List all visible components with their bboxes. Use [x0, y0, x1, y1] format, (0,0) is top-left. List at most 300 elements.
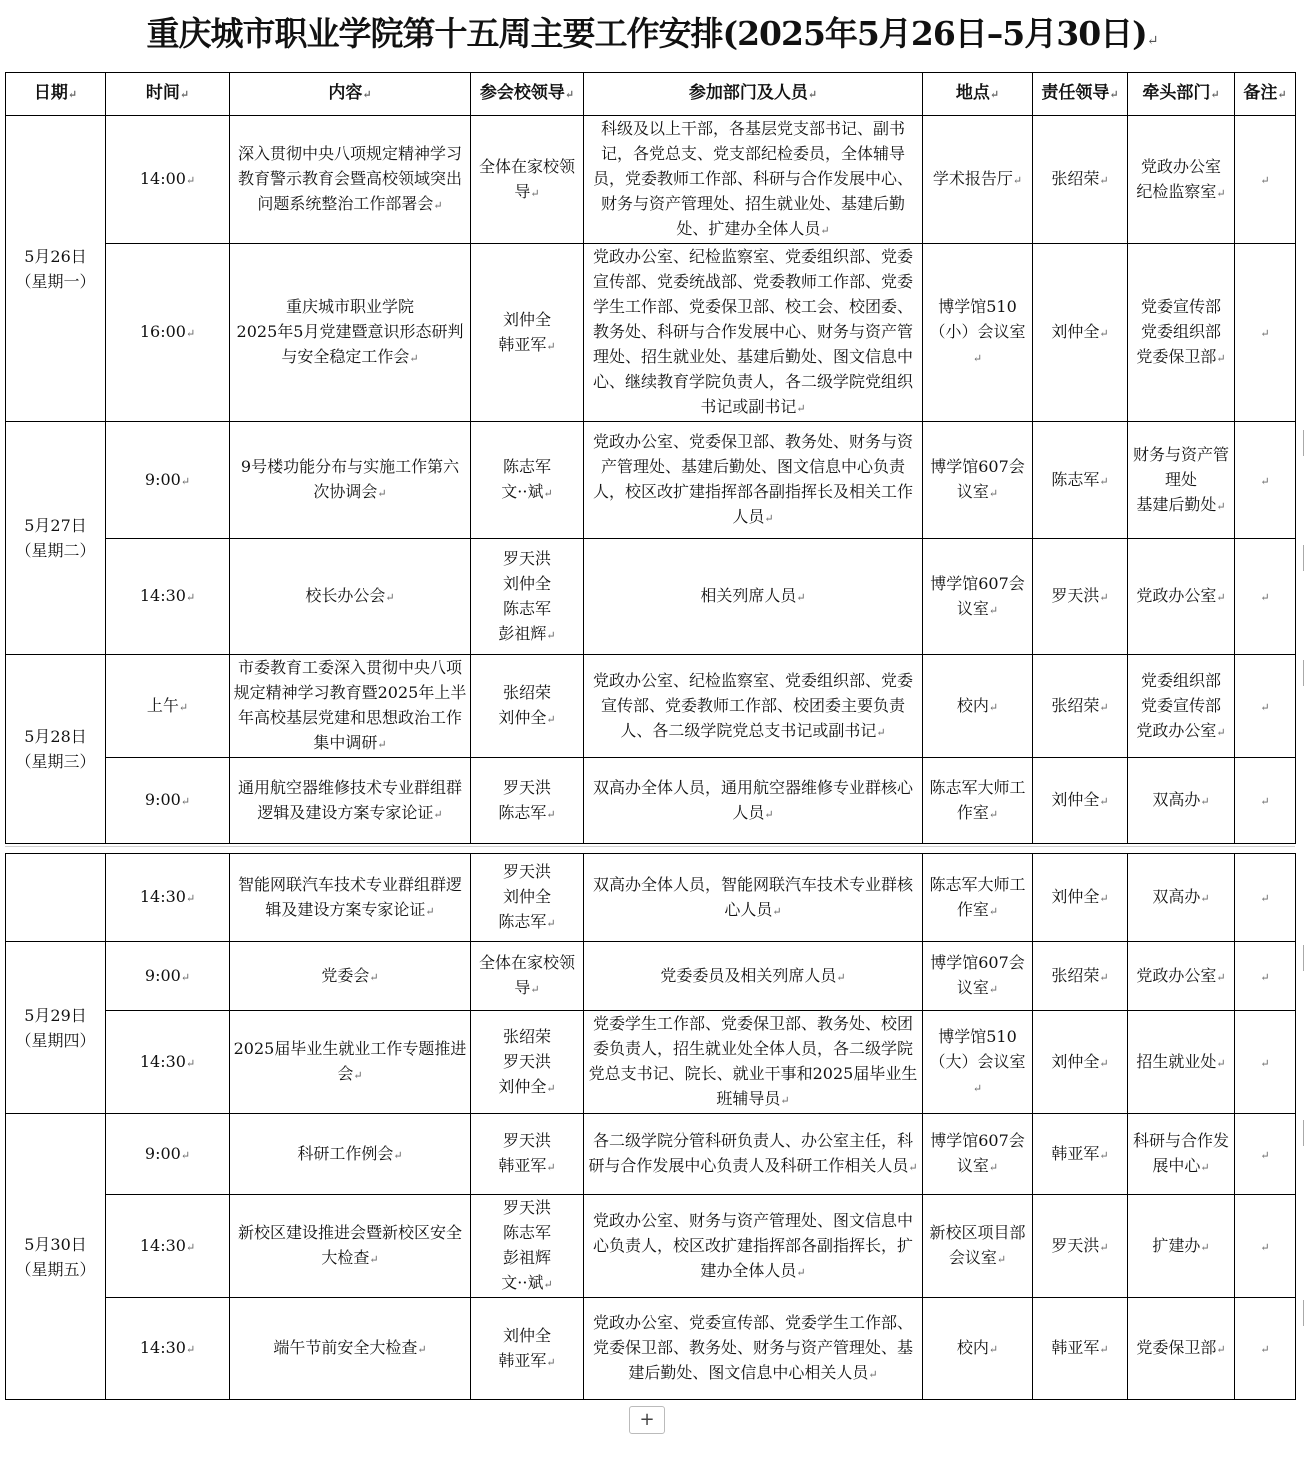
paragraph-mark-icon: ↵: [1260, 1056, 1270, 1070]
departments-cell: [584, 539, 923, 655]
leaders-cell: [471, 1298, 584, 1400]
table-row: [6, 655, 1296, 758]
paragraph-mark-icon: ↵: [1260, 474, 1270, 488]
date-cell: [6, 116, 106, 422]
paragraph-mark-icon: ↵: [820, 224, 830, 237]
paragraph-mark-icon: ↵: [972, 1081, 983, 1095]
paragraph-mark-icon: ↵: [178, 700, 189, 714]
page-break-line: [5, 846, 1295, 847]
content-cell-line: 端午节前安全大检查↵: [273, 1338, 427, 1357]
paragraph-mark-icon: ↵: [1260, 970, 1270, 984]
lead-dept-cell-line: 党政办公室↵: [1136, 965, 1226, 985]
scroll-edge-marker: [1300, 1120, 1304, 1146]
leaders-cell-line: 文··斌↵: [501, 1273, 553, 1292]
paragraph-mark-icon: ↵: [1216, 970, 1226, 984]
paragraph-mark-icon: ↵: [988, 983, 999, 996]
paragraph-mark-icon: ↵: [546, 1161, 556, 1174]
paragraph-mark-icon: ↵: [185, 174, 196, 187]
lead-dept-cell: [1128, 1195, 1235, 1298]
paragraph-mark-icon: ↵: [988, 807, 999, 821]
content-cell: [230, 942, 471, 1011]
leaders-cell-line: 文··斌↵: [501, 482, 553, 501]
paragraph-mark-icon: ↵: [1200, 1161, 1210, 1174]
responsible-cell-line: 张绍荣↵: [1051, 965, 1109, 985]
leaders-cell: [471, 244, 584, 422]
location-cell-line: 校内↵: [956, 695, 999, 715]
time-cell-line: 14:30↵: [139, 586, 196, 605]
location-cell-line: 博学馆607会议室↵: [930, 953, 1025, 997]
leaders-cell: [471, 942, 584, 1011]
departments-cell: [584, 758, 923, 844]
date-text: 5月29日: [24, 1005, 87, 1025]
lead-dept-cell-line: 党委宣传部: [1140, 695, 1221, 715]
responsible-cell: [1033, 1298, 1128, 1400]
location-cell: [923, 1195, 1033, 1298]
paragraph-mark-icon: ↵: [1099, 327, 1109, 340]
paragraph-mark-icon: ↵: [1260, 1148, 1270, 1162]
scroll-edge-marker: [1300, 430, 1304, 456]
weekday-text: （星期一）: [15, 271, 96, 291]
paragraph-mark-icon: ↵: [369, 970, 379, 984]
paragraph-mark-icon: ↵: [1012, 174, 1023, 187]
leaders-cell-line: 全体在家校领导↵: [478, 156, 575, 201]
paragraph-mark-icon: ↵: [780, 1094, 790, 1107]
responsible-cell: [1033, 116, 1128, 244]
header-lead-dept: 牵头部门↵: [1128, 73, 1235, 116]
paragraph-mark-icon: ↵: [546, 1081, 556, 1095]
weekday-text: （星期二）: [15, 541, 96, 560]
paragraph-mark-icon: ↵: [988, 487, 999, 500]
responsible-cell: [1033, 422, 1128, 539]
paragraph-mark-icon: ↵: [1216, 725, 1226, 739]
paragraph-mark-icon: ↵: [876, 725, 886, 739]
paragraph-mark-icon: ↵: [185, 1056, 196, 1070]
paragraph-mark-icon: ↵: [1200, 795, 1210, 808]
table-row: [6, 422, 1296, 539]
header-row: [6, 73, 1296, 116]
leaders-cell-line: 彭祖辉↵: [498, 623, 556, 643]
table-row: [6, 244, 1296, 422]
paragraph-mark-icon: ↵: [409, 352, 419, 365]
location-cell-line: 学术报告厅↵: [932, 169, 1023, 188]
time-cell: [106, 1114, 230, 1195]
scroll-edge-marker: [1300, 1300, 1304, 1326]
paragraph-mark-icon: ↵: [996, 1253, 1007, 1266]
paragraph-mark-icon: ↵: [1099, 1056, 1109, 1070]
paragraph-mark-icon: ↵: [180, 795, 191, 808]
content-cell-line: 深入贯彻中央八项规定精神学习教育警示教育会暨高校领域突出问题系统整治工作部署会↵: [237, 144, 462, 213]
paragraph-mark-icon: ↵: [1216, 352, 1226, 365]
location-cell-line: 博学馆607会议室↵: [930, 1131, 1025, 1175]
lead-dept-cell-line: 双高办↵: [1152, 887, 1210, 906]
remark-cell: [1235, 1195, 1296, 1298]
paragraph-mark-icon: ↵: [1099, 795, 1109, 808]
content-cell: [230, 116, 471, 244]
leaders-cell-line: 刘仲全: [502, 887, 551, 906]
time-cell-line: 14:30↵: [139, 887, 196, 906]
scroll-edge-marker: [1300, 545, 1304, 571]
departments-cell: [584, 244, 923, 422]
leaders-cell-line: 韩亚军↵: [498, 1156, 556, 1175]
departments-cell: [584, 655, 923, 758]
time-cell-line: 9:00↵: [144, 790, 191, 809]
paragraph-mark-icon: ↵: [185, 1240, 196, 1254]
departments-cell: [584, 1114, 923, 1195]
lead-dept-cell-line: 党政办公室↵: [1136, 586, 1226, 605]
paragraph-mark-icon: ↵: [185, 327, 196, 340]
paragraph-mark-icon: ↵: [1216, 186, 1226, 200]
paragraph-mark-icon: ↵: [1260, 1240, 1270, 1254]
lead-dept-cell-line: 党委宣传部: [1140, 297, 1221, 316]
lead-dept-cell-line: 党政办公室: [1140, 156, 1221, 176]
paragraph-mark-icon: ↵: [1216, 591, 1226, 604]
leaders-cell-line: 陈志军: [502, 598, 551, 618]
lead-dept-cell: [1128, 1011, 1235, 1114]
content-cell-line: 科研工作例会↵: [297, 1143, 403, 1163]
header-location: 地点↵: [923, 73, 1033, 116]
responsible-cell-line: 陈志军↵: [1051, 469, 1109, 489]
location-cell-line: 博学馆607会议室↵: [930, 457, 1025, 501]
leaders-cell: [471, 539, 584, 655]
departments-cell: [584, 116, 923, 244]
paragraph-mark-icon: ↵: [180, 474, 191, 488]
paragraph-mark-icon: ↵: [1260, 1343, 1270, 1356]
lead-dept-cell-line: 招生就业处↵: [1136, 1051, 1226, 1071]
table-row: [6, 1298, 1296, 1400]
responsible-cell-line: 刘仲全↵: [1051, 887, 1109, 906]
time-cell: [106, 422, 230, 539]
lead-dept-cell-line: 党委保卫部↵: [1136, 1338, 1226, 1357]
leaders-cell: [471, 1195, 584, 1298]
departments-cell-line: 党委学生工作部、党委保卫部、教务处、校团委负责人，招生就业处全体人员，各二级学院党总支书记、院长、就业干事和2025届毕业生班辅导员↵: [588, 1014, 918, 1108]
responsible-cell-line: 刘仲全↵: [1051, 790, 1109, 809]
paragraph-mark-icon: ↵: [369, 1253, 379, 1266]
table-row: [6, 1195, 1296, 1298]
date-text: 5月30日: [24, 1234, 87, 1254]
lead-dept-cell-line: 党委组织部: [1140, 322, 1221, 341]
time-cell: [106, 758, 230, 844]
leaders-cell-line: 罗天洪: [502, 548, 551, 568]
lead-dept-cell-line: 纪检监察室↵: [1136, 181, 1226, 201]
paragraph-mark-icon: ↵: [796, 591, 806, 604]
header-departments: 参加部门及人员↵: [584, 73, 923, 116]
paragraph-mark-icon: ↵: [764, 807, 774, 821]
leaders-cell-line: 全体在家校领导↵: [478, 953, 575, 997]
lead-dept-cell-line: 党委组织部: [1140, 670, 1221, 690]
departments-cell: [584, 422, 923, 539]
paragraph-mark-icon: ↵: [543, 1278, 553, 1291]
header-remark: 备注↵: [1235, 73, 1296, 116]
content-cell: [230, 422, 471, 539]
table-row: [6, 854, 1296, 942]
paragraph-mark-icon: ↵: [1216, 499, 1226, 513]
leaders-cell: [471, 116, 584, 244]
table2-body: [6, 854, 1296, 1400]
paragraph-mark-icon: ↵: [1146, 33, 1158, 49]
paragraph-mark-icon: ↵: [1099, 591, 1109, 604]
header-content: 内容↵: [230, 73, 471, 116]
departments-cell-line: 党政办公室、纪检监察室、党委组织部、党委宣传部、党委教师工作部、校团委主要负责人、各二级学院党总支书记或副书记↵: [592, 670, 913, 740]
paragraph-mark-icon: ↵: [772, 904, 782, 918]
time-cell-line: 14:30↵: [139, 1051, 196, 1071]
remark-cell: [1235, 758, 1296, 844]
remark-cell: [1235, 1011, 1296, 1114]
content-cell-line: 2025年5月党建暨意识形态研判与安全稳定工作会↵: [236, 322, 464, 366]
paragraph-mark-icon: ↵: [433, 807, 443, 821]
paragraph-mark-icon: ↵: [988, 603, 999, 617]
leaders-cell: [471, 422, 584, 539]
location-cell: [923, 854, 1033, 942]
time-cell: [106, 942, 230, 1011]
departments-cell-line: 党政办公室、纪检监察室、党委组织部、党委宣传部、党委统战部、党委教师工作部、党委学生工作部、党委保卫部、校工会、校团委、教务处、科研与合作发展中心、财务与资产管理处、招生就业处、基建后勤处、图文信息中心、继续教育学院负责人，各二级学院党组织书记或副书记↵: [592, 247, 913, 416]
location-cell: [923, 539, 1033, 655]
paragraph-mark-icon: ↵: [836, 970, 846, 984]
lead-dept-cell-line: 财务与资产管理处: [1132, 444, 1229, 489]
responsible-cell: [1033, 942, 1128, 1011]
time-cell-line: 14:30↵: [139, 1338, 196, 1357]
leaders-cell-line: 陈志军: [502, 1223, 551, 1242]
time-cell-line: 14:00↵: [139, 169, 196, 188]
paragraph-mark-icon: ↵: [546, 339, 556, 353]
time-cell: [106, 1195, 230, 1298]
remark-cell: [1235, 116, 1296, 244]
schedule-table-2: [5, 853, 1296, 1400]
content-cell: [230, 1298, 471, 1400]
lead-dept-cell: [1128, 1114, 1235, 1195]
lead-dept-cell-line: 党委保卫部↵: [1136, 347, 1226, 366]
responsible-cell: [1033, 1195, 1128, 1298]
scroll-edge-marker: [1300, 660, 1304, 686]
table-row: [6, 942, 1296, 1011]
leaders-cell-line: 罗天洪: [502, 777, 551, 797]
paragraph-mark-icon: ↵: [425, 904, 435, 918]
responsible-cell-line: 刘仲全↵: [1051, 322, 1109, 341]
lead-dept-cell: [1128, 244, 1235, 422]
departments-cell-line: 双高办全体人员，通用航空器维修专业群核心人员↵: [592, 777, 913, 822]
paragraph-mark-icon: ↵: [1099, 174, 1109, 187]
lead-dept-cell: [1128, 422, 1235, 539]
location-cell: [923, 942, 1033, 1011]
content-cell-line: 2025届毕业生就业工作专题推进会↵: [233, 1039, 467, 1083]
lead-dept-cell-line: 科研与合作发展中心↵: [1132, 1131, 1229, 1175]
date-cell: [6, 655, 106, 844]
location-cell: [923, 422, 1033, 539]
paragraph-mark-icon: ↵: [1099, 474, 1109, 488]
table1-body: [6, 116, 1296, 844]
paragraph-mark-icon: ↵: [385, 591, 395, 604]
time-cell: [106, 116, 230, 244]
paragraph-mark-icon: ↵: [185, 1343, 196, 1356]
paragraph-mark-icon: ↵: [180, 1148, 191, 1162]
time-cell: [106, 854, 230, 942]
table-row: [6, 758, 1296, 844]
leaders-cell-line: 陈志军↵: [498, 912, 556, 931]
date-cell: [6, 854, 106, 942]
departments-cell-line: 党委委员及相关列席人员↵: [660, 965, 846, 985]
time-cell: [106, 1011, 230, 1114]
time-cell: [106, 1298, 230, 1400]
leaders-cell: [471, 1011, 584, 1114]
leaders-cell: [471, 758, 584, 844]
paragraph-mark-icon: ↵: [1260, 795, 1270, 808]
paragraph-mark-icon: ↵: [543, 487, 553, 500]
time-cell: [106, 655, 230, 758]
leaders-cell-line: 刘仲全↵: [498, 708, 556, 727]
content-cell-line: 9号楼功能分布与实施工作第六次协调会↵: [240, 457, 460, 501]
lead-dept-cell: [1128, 758, 1235, 844]
date-text: 5月28日: [24, 727, 87, 746]
remark-cell: [1235, 539, 1296, 655]
table-row: [6, 1114, 1296, 1195]
location-cell-line: 博学馆510（小）会议室↵: [929, 297, 1026, 365]
paragraph-mark-icon: ↵: [185, 892, 196, 905]
paragraph-mark-icon: ↵: [393, 1148, 403, 1162]
responsible-cell: [1033, 1114, 1128, 1195]
time-cell-line: 16:00↵: [139, 322, 196, 341]
lead-dept-cell-line: 基建后勤处↵: [1136, 494, 1226, 514]
departments-cell: [584, 1011, 923, 1114]
responsible-cell: [1033, 758, 1128, 844]
time-cell-line: 9:00↵: [144, 1143, 191, 1163]
leaders-cell-line: 韩亚军↵: [498, 334, 556, 354]
remark-cell: [1235, 854, 1296, 942]
paragraph-mark-icon: ↵: [1260, 892, 1270, 905]
lead-dept-cell-line: 党政办公室↵: [1136, 720, 1226, 740]
content-cell-line: 党委会↵: [321, 965, 379, 985]
paragraph-mark-icon: ↵: [1260, 174, 1270, 187]
leaders-cell-line: 刘仲全↵: [498, 1076, 556, 1096]
content-cell-line: 智能网联汽车技术专业群组群逻辑及建设方案专家论证↵: [237, 874, 462, 919]
leaders-cell: [471, 655, 584, 758]
weekday-text: （星期三）: [15, 752, 96, 771]
paragraph-mark-icon: ↵: [546, 917, 556, 930]
header-date: 日期↵: [6, 73, 106, 116]
content-cell: [230, 655, 471, 758]
departments-cell: [584, 942, 923, 1011]
table-row: [6, 116, 1296, 244]
location-cell-line: 陈志军大师工作室↵: [929, 874, 1026, 919]
leaders-cell-line: 罗天洪: [502, 1131, 551, 1150]
responsible-cell-line: 张绍荣↵: [1051, 169, 1109, 188]
paragraph-mark-icon: ↵: [433, 199, 443, 212]
paragraph-mark-icon: ↵: [377, 487, 387, 500]
location-cell-line: 陈志军大师工作室↵: [929, 777, 1026, 822]
add-row-button[interactable]: +: [629, 1406, 665, 1434]
remark-cell: [1235, 1298, 1296, 1400]
lead-dept-cell-line: 双高办↵: [1152, 790, 1210, 809]
paragraph-mark-icon: ↵: [988, 700, 999, 714]
date-text: 5月27日: [24, 516, 87, 535]
content-cell-line: 重庆城市职业学院: [285, 297, 414, 316]
paragraph-mark-icon: ↵: [1260, 591, 1270, 604]
lead-dept-cell: [1128, 655, 1235, 758]
departments-cell-line: 党政办公室、党委宣传部、党委学生工作部、党委保卫部、教务处、财务与资产管理处、基建后勤处、图文信息中心相关人员↵: [592, 1313, 913, 1382]
location-cell-line: 博学馆510（大）会议室↵: [929, 1026, 1026, 1095]
remark-cell: [1235, 1114, 1296, 1195]
time-cell-line: 14:30↵: [139, 1235, 196, 1255]
date-text: 5月26日: [24, 246, 87, 266]
page-title: 重庆城市职业学院第十五周主要工作安排(2025年5月26日–5月30日)↵: [146, 14, 1158, 53]
responsible-cell: [1033, 655, 1128, 758]
scroll-edge-marker: [1300, 945, 1304, 971]
table-row: [6, 1011, 1296, 1114]
weekday-text: （星期五）: [15, 1259, 96, 1279]
time-cell-line: 9:00↵: [144, 965, 191, 985]
responsible-cell-line: 刘仲全↵: [1051, 1051, 1109, 1071]
responsible-cell-line: 罗天洪↵: [1051, 1235, 1109, 1255]
paragraph-mark-icon: ↵: [988, 904, 999, 918]
paragraph-mark-icon: ↵: [1200, 892, 1210, 905]
paragraph-mark-icon: ↵: [1099, 892, 1109, 905]
location-cell-line: 博学馆607会议室↵: [930, 573, 1025, 618]
departments-cell: [584, 1298, 923, 1400]
leaders-cell-line: 刘仲全: [502, 309, 551, 329]
departments-cell-line: 党政办公室、党委保卫部、教务处、财务与资产管理处、基建后勤处、图文信息中心负责人，校区改扩建指挥部各副指挥长及相关工作人员↵: [592, 432, 913, 526]
leaders-cell-line: 罗天洪: [502, 862, 551, 881]
location-cell-line: 校内↵: [956, 1338, 999, 1357]
responsible-cell-line: 张绍荣↵: [1051, 695, 1109, 715]
time-cell-line: 上午↵: [146, 695, 189, 715]
paragraph-mark-icon: ↵: [530, 186, 540, 200]
departments-cell-line: 科级及以上干部，各基层党支部书记、副书记，各党总支、党支部纪检委员，全体辅导员，党委教师工作部、科研与合作发展中心、财务与资产管理处、招生就业处、基建后勤处、扩建办全体人员↵: [592, 119, 913, 238]
departments-cell-line: 党政办公室、财务与资产管理处、图文信息中心负责人，校区改扩建指挥部各副指挥长，扩建办全体人员↵: [592, 1210, 913, 1280]
paragraph-mark-icon: ↵: [908, 1161, 918, 1174]
departments-cell-line: 相关列席人员↵: [700, 586, 806, 605]
paragraph-mark-icon: ↵: [1260, 700, 1270, 714]
content-cell: [230, 1195, 471, 1298]
leaders-cell-line: 刘仲全: [502, 1325, 551, 1345]
date-cell: [6, 1114, 106, 1400]
departments-cell-line: 双高办全体人员，智能网联汽车技术专业群核心人员↵: [592, 874, 913, 919]
paragraph-mark-icon: ↵: [1216, 1056, 1226, 1070]
content-cell-line: 校长办公会↵: [305, 586, 395, 605]
paragraph-mark-icon: ↵: [180, 970, 191, 984]
responsible-cell: [1033, 539, 1128, 655]
time-cell: [106, 244, 230, 422]
header-time: 时间↵: [106, 73, 230, 116]
paragraph-mark-icon: ↵: [1099, 1343, 1109, 1356]
lead-dept-cell: [1128, 854, 1235, 942]
remark-cell: [1235, 942, 1296, 1011]
content-cell-line: 市委教育工委深入贯彻中央八项规定精神学习教育暨2025年上半年高校基层党建和思想政治工作集中调研↵: [233, 658, 467, 752]
paragraph-mark-icon: ↵: [185, 591, 196, 604]
schedule-table-1: [5, 72, 1296, 844]
paragraph-mark-icon: ↵: [377, 738, 387, 751]
leaders-cell-line: 张绍荣: [502, 683, 551, 702]
location-cell: [923, 244, 1033, 422]
paragraph-mark-icon: ↵: [796, 1265, 806, 1279]
paragraph-mark-icon: ↵: [972, 352, 983, 365]
responsible-cell: [1033, 1011, 1128, 1114]
location-cell: [923, 655, 1033, 758]
leaders-cell-line: 彭祖辉: [502, 1248, 551, 1267]
paragraph-mark-icon: ↵: [796, 402, 806, 415]
content-cell: [230, 244, 471, 422]
leaders-cell-line: 刘仲全: [502, 573, 551, 593]
date-cell: [6, 942, 106, 1114]
content-cell: [230, 758, 471, 844]
departments-cell: [584, 1195, 923, 1298]
table-row: [6, 539, 1296, 655]
responsible-cell-line: 韩亚军↵: [1051, 1143, 1109, 1163]
content-cell: [230, 1011, 471, 1114]
leaders-cell-line: 陈志军↵: [498, 802, 556, 822]
responsible-cell: [1033, 244, 1128, 422]
location-cell-line: 新校区项目部会议室↵: [929, 1223, 1026, 1267]
location-cell: [923, 1011, 1033, 1114]
paragraph-mark-icon: ↵: [988, 1343, 999, 1356]
time-cell: [106, 539, 230, 655]
